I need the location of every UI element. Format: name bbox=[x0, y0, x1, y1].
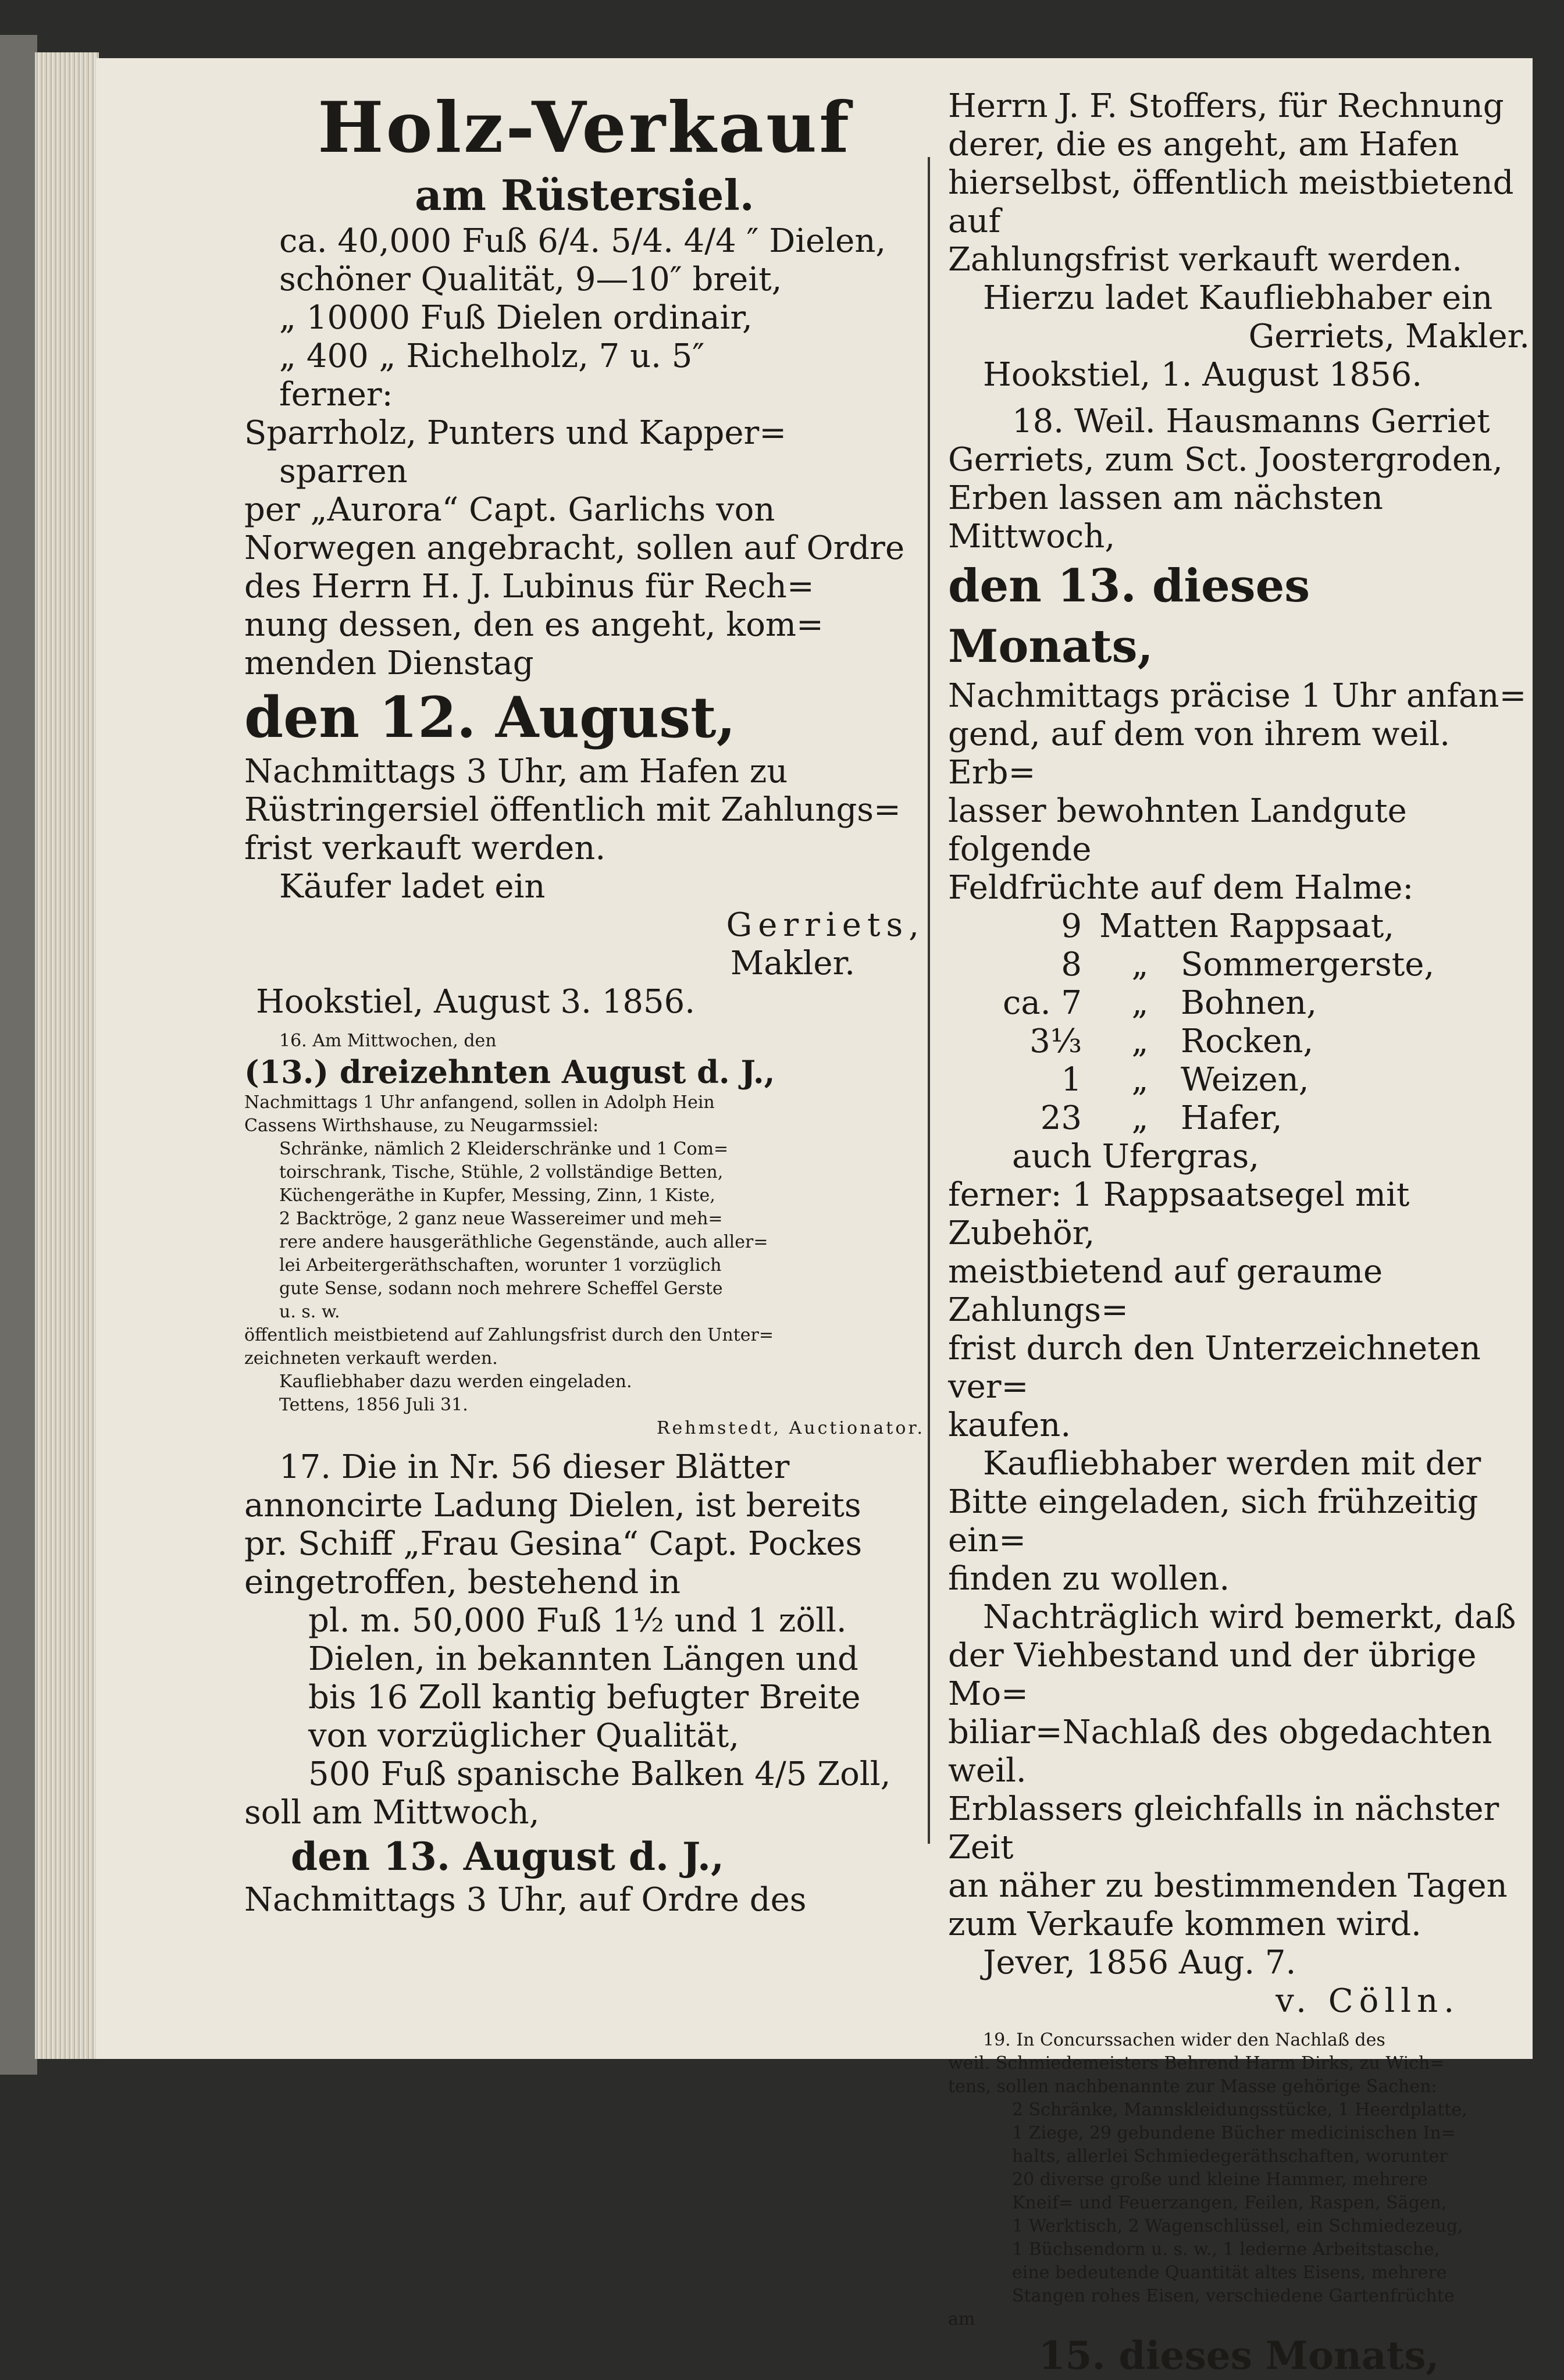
text-line: 18. Weil. Hausmanns Gerriet bbox=[1012, 402, 1490, 440]
text-line: Sparrholz, Punters und Kapper= bbox=[244, 414, 787, 452]
text-line: gute Sense, sodann noch mehrere Scheffel Gerste bbox=[279, 1278, 723, 1299]
text-line: Nachmittags präcise 1 Uhr anfan= bbox=[948, 677, 1527, 715]
text-line: Tettens, 1856 Juli 31. bbox=[279, 1395, 468, 1415]
ditto-mark: „ bbox=[1131, 1099, 1149, 1137]
crop-name: Sommergerste, bbox=[1181, 946, 1435, 984]
list-item bbox=[948, 1022, 1530, 1061]
text-line: „ 400 „ Richelholz, 7 u. 5″ bbox=[279, 337, 705, 375]
ad-16-head: 16. Am Mittwochen, den bbox=[279, 1031, 497, 1051]
ad-17-body bbox=[244, 1448, 925, 1832]
auction-date-12-august: den 12. August, bbox=[244, 685, 736, 750]
text-line: ferner: 1 Rappsaatsegel mit Zubehör, bbox=[948, 1176, 1410, 1252]
ad-15-body-a bbox=[244, 222, 925, 683]
ditto-mark: „ bbox=[1131, 1022, 1149, 1060]
text-line: 1 Ziege, 29 gebundene Bücher medicinischen In= bbox=[1012, 2123, 1456, 2143]
text-line: 2 Schränke, Mannskleidungsstücke, 1 Heerdplatte, bbox=[1012, 2100, 1467, 2120]
ad-16-date: (13.) dreizehnten August d. J., bbox=[244, 1053, 775, 1091]
right-column bbox=[948, 87, 1530, 2380]
text-line: menden Dienstag bbox=[244, 644, 534, 682]
text-line: Rüstringersiel öffentlich mit Zahlungs= bbox=[244, 791, 901, 829]
ad-16-signature: Rehmstedt, Auctionator. bbox=[656, 1418, 925, 1438]
text-line: biliar=Nachlaß des obgedachten weil. bbox=[948, 1713, 1492, 1790]
list-item bbox=[948, 984, 1530, 1022]
text-line: lasser bewohnten Landgute folgende bbox=[948, 792, 1407, 868]
text-line: 500 Fuß spanische Balken 4/5 Zoll, bbox=[308, 1755, 891, 1793]
text-line: eingetroffen, bestehend in bbox=[244, 1563, 681, 1601]
text-line: Erben lassen am nächsten Mittwoch, bbox=[948, 479, 1383, 555]
text-line: 19. In Concurssachen wider den Nachlaß des bbox=[983, 2030, 1385, 2050]
ditto-mark: „ bbox=[1131, 984, 1149, 1022]
ad-18-body-c bbox=[948, 1138, 1530, 1944]
text-line: Zahlungsfrist verkauft werden. bbox=[948, 241, 1463, 279]
place-date: Hookstiel, August 3. 1856. bbox=[256, 983, 696, 1021]
crop-quantity: 9 bbox=[1061, 907, 1082, 945]
ad-title: Holz-Verkauf bbox=[318, 87, 852, 169]
crop-list bbox=[948, 907, 1530, 1138]
crop-name: Rocken, bbox=[1181, 1022, 1314, 1060]
ditto-mark: „ bbox=[1131, 1061, 1149, 1099]
text-line: Schränke, nämlich 2 Kleiderschränke und 1 Com= bbox=[279, 1139, 729, 1159]
text-line: meistbietend auf geraume Zahlungs= bbox=[948, 1253, 1383, 1329]
text-line: rere andere hausgeräthliche Gegenstände, auch aller= bbox=[279, 1232, 768, 1252]
text-line: pr. Schiff „Frau Gesina“ Capt. Pockes bbox=[244, 1525, 863, 1563]
place-date: Jever, 1856 Aug. 7. bbox=[983, 1944, 1296, 1982]
text-line: der Viehbestand und der übrige Mo= bbox=[948, 1637, 1477, 1713]
text-line: halts, allerlei Schmiedegeräthschaften, worunter bbox=[1012, 2146, 1448, 2167]
text-line: 20 diverse große und kleine Hammer, mehrere bbox=[1012, 2169, 1428, 2190]
text-line: Stangen rohes Eisen, verschiedene Gartenfrüchte bbox=[1012, 2286, 1455, 2306]
ad-18-body bbox=[948, 402, 1530, 556]
text-line: Nachmittags 3 Uhr, auf Ordre des bbox=[244, 1881, 807, 1919]
text-line: Feldfrüchte auf dem Halme: bbox=[948, 869, 1414, 907]
text-line: Kneif= und Feuerzangen, Feilen, Raspen, Sägen, bbox=[1012, 2193, 1447, 2213]
page-stack-edge bbox=[35, 52, 99, 2059]
ditto-mark: „ bbox=[1131, 946, 1149, 984]
text-line: eine bedeutende Quantität altes Eisens, mehrere bbox=[1012, 2263, 1447, 2283]
ad-19-body bbox=[948, 2029, 1530, 2331]
list-item bbox=[948, 907, 1530, 946]
crop-name: Matten Rappsaat, bbox=[1099, 907, 1395, 945]
crop-name: Bohnen, bbox=[1181, 984, 1317, 1022]
list-item bbox=[948, 946, 1530, 984]
text-line: soll am Mittwoch, bbox=[244, 1794, 540, 1832]
ad-18-body-b bbox=[948, 677, 1530, 907]
text-line: derer, die es angeht, am Hafen bbox=[948, 126, 1459, 163]
text-line: tens, sollen nachbenannte zur Masse gehörige Sachen: bbox=[948, 2076, 1437, 2097]
text-line: 2 Backtröge, 2 ganz neue Wassereimer und meh= bbox=[279, 1209, 723, 1229]
left-column bbox=[244, 87, 925, 1919]
text-line: Dielen, in bekannten Längen und bbox=[308, 1640, 858, 1678]
signature-name: Gerriets, bbox=[726, 906, 925, 944]
text-line: gend, auf dem von ihrem weil. Erb= bbox=[948, 715, 1451, 792]
text-line: Nachträglich wird bemerkt, daß bbox=[983, 1598, 1516, 1636]
text-line: Küchengeräthe in Kupfer, Messing, Zinn, 1 Kiste, bbox=[279, 1185, 715, 1206]
list-item bbox=[948, 1099, 1530, 1138]
ad-16-body bbox=[244, 1091, 925, 1440]
column-rule bbox=[928, 157, 930, 1844]
crop-name: Hafer, bbox=[1181, 1099, 1282, 1137]
text-line: zum Verkaufe kommen wird. bbox=[948, 1905, 1422, 1943]
text-line: auch Ufergras, bbox=[1012, 1138, 1260, 1175]
signature: Gerriets, Makler. bbox=[1248, 318, 1530, 355]
text-line: kaufen. bbox=[948, 1406, 1071, 1444]
text-line: hierselbst, öffentlich meistbietend auf bbox=[948, 164, 1514, 240]
text-line: öffentlich meistbietend auf Zahlungsfrist durch den Unter= bbox=[244, 1325, 774, 1345]
text-line: weil. Schmiedemeisters Behrend Harm Dirks, zu Wich= bbox=[948, 2053, 1445, 2073]
text-line: Nachmittags 3 Uhr, am Hafen zu bbox=[244, 753, 788, 790]
text-line: an näher zu bestimmenden Tagen bbox=[948, 1867, 1508, 1905]
crop-quantity: ca. 7 bbox=[1003, 984, 1082, 1022]
auction-date-15-dieses-monats: 15. dieses Monats, bbox=[1038, 2333, 1440, 2378]
text-line: pl. m. 50,000 Fuß 1½ und 1 zöll. bbox=[308, 1602, 847, 1640]
text-line: finden zu wollen. bbox=[948, 1560, 1230, 1598]
text-line: 1 Werktisch, 2 Wagenschlüssel, ein Schmiedezeug, bbox=[1012, 2216, 1463, 2236]
text-line: Käufer ladet ein bbox=[279, 868, 546, 906]
ad-15-body-b bbox=[244, 753, 925, 906]
place-date: Hookstiel, 1. August 1856. bbox=[983, 356, 1423, 394]
crop-quantity: 1 bbox=[1061, 1061, 1082, 1099]
text-line: „ 10000 Fuß Dielen ordinair, bbox=[279, 299, 753, 337]
text-line: Herrn J. F. Stoffers, für Rechnung bbox=[948, 87, 1504, 125]
text-line: Bitte eingeladen, sich frühzeitig ein= bbox=[948, 1483, 1479, 1559]
crop-quantity: 23 bbox=[1040, 1099, 1082, 1137]
text-line: 1 Büchsendorn u. s. w., 1 lederne Arbeitstasche, bbox=[1012, 2239, 1440, 2260]
text-line: Cassens Wirthshause, zu Neugarmssiel: bbox=[244, 1116, 599, 1136]
text-line: frist durch den Unterzeichneten ver= bbox=[948, 1330, 1481, 1406]
text-line: sparren bbox=[279, 453, 408, 490]
signature-title: Makler. bbox=[730, 945, 855, 982]
text-line: toirschrank, Tische, Stühle, 2 vollständige Betten, bbox=[279, 1162, 724, 1182]
ad-subtitle: am Rüstersiel. bbox=[415, 170, 754, 220]
text-line: schöner Qualität, 9—10″ breit, bbox=[279, 261, 782, 298]
text-line: zeichneten verkauft werden. bbox=[244, 1348, 498, 1369]
text-line: annoncirte Ladung Dielen, ist bereits bbox=[244, 1487, 861, 1524]
list-item bbox=[948, 1061, 1530, 1099]
text-line: 17. Die in Nr. 56 dieser Blätter bbox=[279, 1448, 790, 1486]
ad-17-continued bbox=[948, 87, 1530, 318]
auction-date-13-august: den 13. August d. J., bbox=[291, 1834, 725, 1879]
text-line: Norwegen angebracht, sollen auf Ordre bbox=[244, 529, 905, 567]
text-line: bis 16 Zoll kantig befugter Breite bbox=[308, 1679, 861, 1716]
text-line: u. s. w. bbox=[279, 1302, 340, 1322]
text-line: nung dessen, den es angeht, kom= bbox=[244, 606, 824, 644]
text-line: per „Aurora“ Capt. Garlichs von bbox=[244, 491, 775, 529]
crop-quantity: 8 bbox=[1061, 946, 1082, 984]
text-line: ca. 40,000 Fuß 6/4. 5/4. 4/4 ″ Dielen, bbox=[279, 222, 886, 260]
text-line: lei Arbeitergeräthschaften, worunter 1 vorzüglich bbox=[279, 1255, 722, 1275]
text-line: frist verkauft werden. bbox=[244, 829, 606, 867]
book-cover-edge bbox=[0, 35, 37, 2075]
text-line: Hierzu ladet Kaufliebhaber ein bbox=[983, 279, 1493, 317]
crop-name: Weizen, bbox=[1181, 1061, 1309, 1099]
signature: v. Cölln. bbox=[1276, 1982, 1460, 2020]
auction-date-13-dieses-monats: den 13. dieses Monats, bbox=[948, 560, 1310, 673]
text-line: Kaufliebhaber werden mit der bbox=[983, 1445, 1481, 1483]
text-line: Kaufliebhaber dazu werden eingeladen. bbox=[279, 1371, 632, 1392]
text-line: am bbox=[948, 2309, 975, 2329]
text-line: von vorzüglicher Qualität, bbox=[308, 1717, 740, 1755]
text-line: Erblassers gleichfalls in nächster Zeit bbox=[948, 1790, 1499, 1866]
text-line: Nachmittags 1 Uhr anfangend, sollen in Adolph Hein bbox=[244, 1092, 715, 1113]
text-line: des Herrn H. J. Lubinus für Rech= bbox=[244, 568, 814, 605]
crop-quantity: 3⅓ bbox=[1029, 1022, 1082, 1060]
text-line: ferner: bbox=[279, 376, 393, 414]
text-line: Gerriets, zum Sct. Joostergroden, bbox=[948, 441, 1503, 479]
